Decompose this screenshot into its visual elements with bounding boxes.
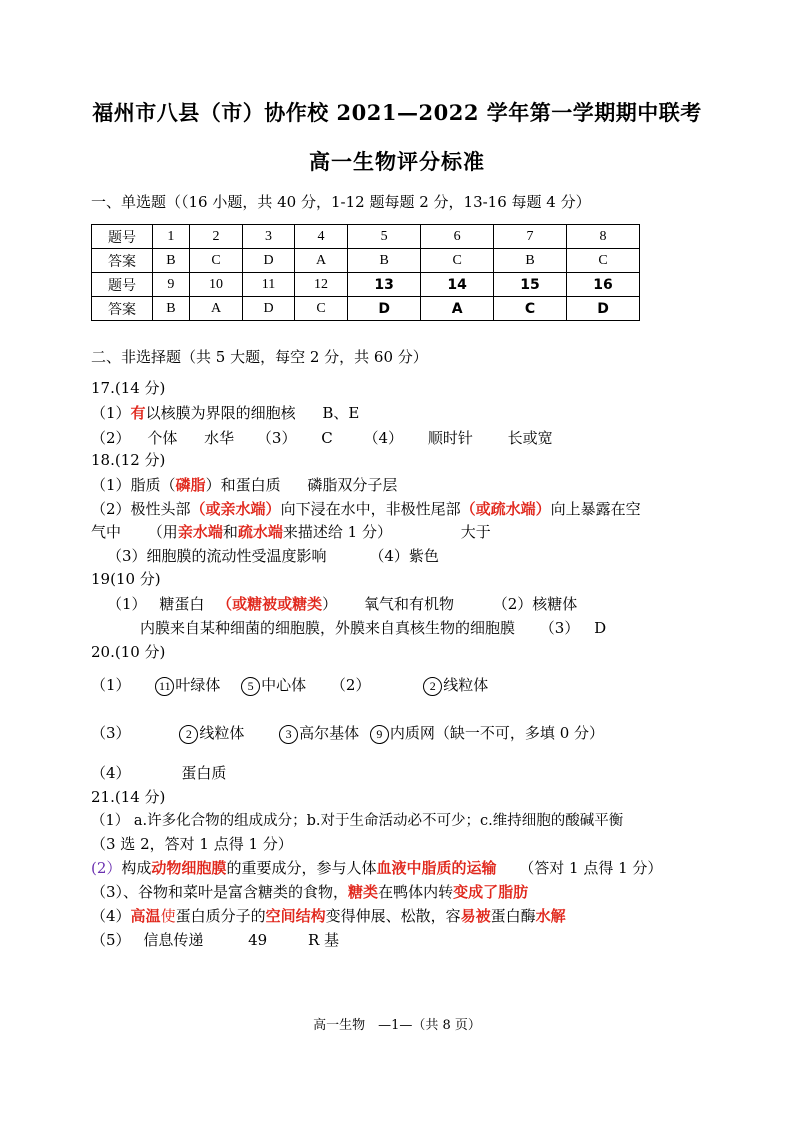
text: 高尔基体 (299, 724, 360, 742)
q21-heading: 21.(14 分) (91, 788, 166, 806)
text: （用 (147, 523, 178, 541)
emphasis-text: 高温 (130, 907, 161, 925)
text: 构成 (121, 859, 152, 877)
q17-line1 (91, 403, 359, 423)
emphasis-text: （或亲水端） (190, 500, 281, 518)
text: 使 (160, 907, 176, 925)
text: 个体 (147, 429, 178, 447)
table-cell: 题号 (92, 225, 153, 249)
table-cell: A (189, 297, 242, 321)
text: 大于 (460, 523, 491, 541)
text: （3） (91, 724, 131, 742)
circled-number: 2 (423, 677, 442, 696)
q20-line3 (91, 763, 226, 783)
emphasis-text: 亲水端 (177, 523, 223, 541)
emphasis-text: 变成了脂肪 (453, 883, 529, 901)
table-row (92, 249, 640, 273)
table-row (92, 297, 640, 321)
table-cell: D (243, 249, 295, 273)
table-row (92, 273, 640, 297)
q20-line1 (91, 675, 488, 696)
text: 向下浸在水中，非极性尾部 (280, 500, 461, 518)
q21-line2: （3 选 2，答对 1 点得 1 分） (91, 835, 293, 853)
q18-heading: 18.(12 分) (91, 451, 166, 469)
table-cell: 15 (494, 273, 567, 297)
text: 来描述给 1 分） (282, 523, 392, 541)
circled-number: 2 (179, 725, 198, 744)
q17-heading: 17.(14 分) (91, 379, 166, 397)
table-cell: C (189, 249, 242, 273)
q21-line1: （1） a.许多化合物的组成成分；b.对于生命活动必不可少；c.维持细胞的酸碱平衡 (91, 813, 624, 829)
text: 的重要成分，参与人体 (226, 859, 377, 877)
table-row (92, 225, 640, 249)
emphasis-text: 水解 (535, 907, 566, 925)
text: （4）紫色 (369, 547, 439, 565)
circled-number: 5 (241, 677, 260, 696)
text: （2） (91, 429, 131, 447)
text: （3）、谷物和菜叶是富含糖类的食物， (91, 883, 349, 901)
table-cell: 10 (189, 273, 242, 297)
circled-number: 9 (370, 725, 389, 744)
text: 糖蛋白 (159, 595, 205, 613)
text: 线粒体 (199, 724, 245, 742)
circled-number: 11 (155, 677, 174, 696)
text: （4） (91, 907, 131, 925)
text: （4） (91, 764, 131, 782)
text: 蛋白酶 (490, 907, 536, 925)
table-cell: 13 (348, 273, 421, 297)
emphasis-text: （或疏水端） (460, 500, 551, 518)
text: R 基 (308, 931, 340, 949)
text: 以核膜为界限的细胞核 (145, 404, 296, 422)
emphasis-text: 糖类 (348, 883, 379, 901)
q21-line3 (91, 858, 662, 878)
table-cell: 11 (243, 273, 295, 297)
q18-line3 (91, 522, 491, 542)
text: 在鸭体内转 (378, 883, 454, 901)
text: （5） (91, 931, 131, 949)
text: 气中 (91, 523, 122, 541)
table-cell: 12 (294, 273, 347, 297)
q19-heading: 19(10 分) (91, 570, 161, 588)
table-cell: 3 (243, 225, 295, 249)
text: （2）核糖体 (492, 595, 578, 613)
text: （1） (91, 676, 131, 694)
text: 内膜来自某种细菌的细胞膜，外膜来自真核生物的细胞膜 (140, 619, 516, 637)
table-cell: 4 (294, 225, 347, 249)
text: 线粒体 (443, 676, 489, 694)
text: 向上暴露在空 (550, 500, 641, 518)
section2-heading: 二、非选择题（共 5 大题，每空 2 分，共 60 分） (91, 348, 428, 366)
table-cell: D (348, 297, 421, 321)
table-cell: 5 (348, 225, 421, 249)
table-cell: D (243, 297, 295, 321)
table-cell: 题号 (92, 273, 153, 297)
table-cell: C (567, 249, 640, 273)
section1-heading: 一、单选题（（16 小题，共 40 分，1-12 题每题 2 分，13-16 每题 4 分） (91, 193, 591, 211)
text: 蛋白质 (181, 764, 227, 782)
table-cell: A (421, 297, 494, 321)
table-cell: 16 (567, 273, 640, 297)
text: 内质网（缺一不可，多填 0 分） (389, 724, 605, 742)
q20-heading: 20.(10 分) (91, 643, 166, 661)
emphasis-text: 动物细胞膜 (151, 859, 227, 877)
q18-line4 (107, 546, 439, 566)
emphasis-text: 易被 (460, 907, 491, 925)
q19-line1 (107, 594, 577, 614)
table-cell: A (294, 249, 347, 273)
table-cell: 答案 (92, 297, 153, 321)
text: （答对 1 点得 1 分） (519, 859, 663, 877)
text: ） (322, 595, 338, 613)
answer-table (91, 224, 640, 321)
text: B、E (322, 404, 360, 422)
q21-line5 (91, 906, 566, 926)
text: 和 (222, 523, 238, 541)
emphasis-text: （或糖被或糖类 (217, 595, 323, 613)
table-cell: 2 (189, 225, 242, 249)
text: （3） (256, 429, 297, 447)
emphasis-text: 疏水端 (237, 523, 283, 541)
text: 顺时针 (427, 429, 473, 447)
table-cell: 答案 (92, 249, 153, 273)
table-cell: C (294, 297, 347, 321)
page-title: 福州市八县（市）协作校 2021—2022 学年第一学期期中联考 (92, 100, 702, 125)
q18-line2 (91, 499, 641, 519)
text: 磷脂双分子层 (307, 476, 398, 494)
q19-line2 (140, 618, 606, 638)
table-cell: 6 (421, 225, 494, 249)
table-cell: 7 (494, 225, 567, 249)
table-cell: 9 (153, 273, 190, 297)
text: （4） (363, 429, 404, 447)
text: 叶绿体 (175, 676, 221, 694)
q18-line1 (91, 475, 397, 495)
text: 长或宽 (507, 429, 553, 447)
table-cell: B (494, 249, 567, 273)
circled-number: 3 (279, 725, 298, 744)
emphasis-text: 有 (130, 404, 146, 422)
table-cell: 1 (153, 225, 190, 249)
text: 水华 (204, 429, 235, 447)
table-cell: B (153, 249, 190, 273)
table-cell: D (567, 297, 640, 321)
text: 蛋白质分子的 (175, 907, 266, 925)
text: （2）极性头部 (91, 500, 191, 518)
q20-line2 (91, 723, 604, 744)
text: （2） (330, 676, 371, 694)
text: （1） (107, 595, 147, 613)
text: （1） (91, 404, 131, 422)
text: 49 (248, 931, 268, 949)
q17-line2 (91, 428, 553, 448)
table-cell: C (494, 297, 567, 321)
q21-line6 (91, 930, 339, 950)
q21-line4 (91, 882, 528, 902)
table-cell: 14 (421, 273, 494, 297)
text: （3）细胞膜的流动性受温度影响 (107, 547, 327, 565)
text: 信息传递 (143, 931, 204, 949)
text: ）和蛋白质 (205, 476, 281, 494)
text: (2） (91, 859, 122, 877)
page-subtitle: 高一生物评分标准 (309, 149, 485, 174)
text: D (594, 619, 607, 637)
text: 变得伸展、松散，容 (325, 907, 461, 925)
table-cell: C (421, 249, 494, 273)
text: （3） (539, 619, 580, 637)
table-cell: 8 (567, 225, 640, 249)
text: C (321, 429, 333, 447)
page-footer: 高一生物 —1—（共 8 页） (313, 1018, 481, 1033)
emphasis-text: 磷脂 (175, 476, 206, 494)
table-cell: B (153, 297, 190, 321)
text: 氧气和有机物 (363, 595, 454, 613)
text: （1）脂质（ (91, 476, 176, 494)
emphasis-text: 空间结构 (265, 907, 326, 925)
emphasis-text: 血液中脂质的运输 (376, 859, 497, 877)
table-cell: B (348, 249, 421, 273)
text: 中心体 (261, 676, 307, 694)
